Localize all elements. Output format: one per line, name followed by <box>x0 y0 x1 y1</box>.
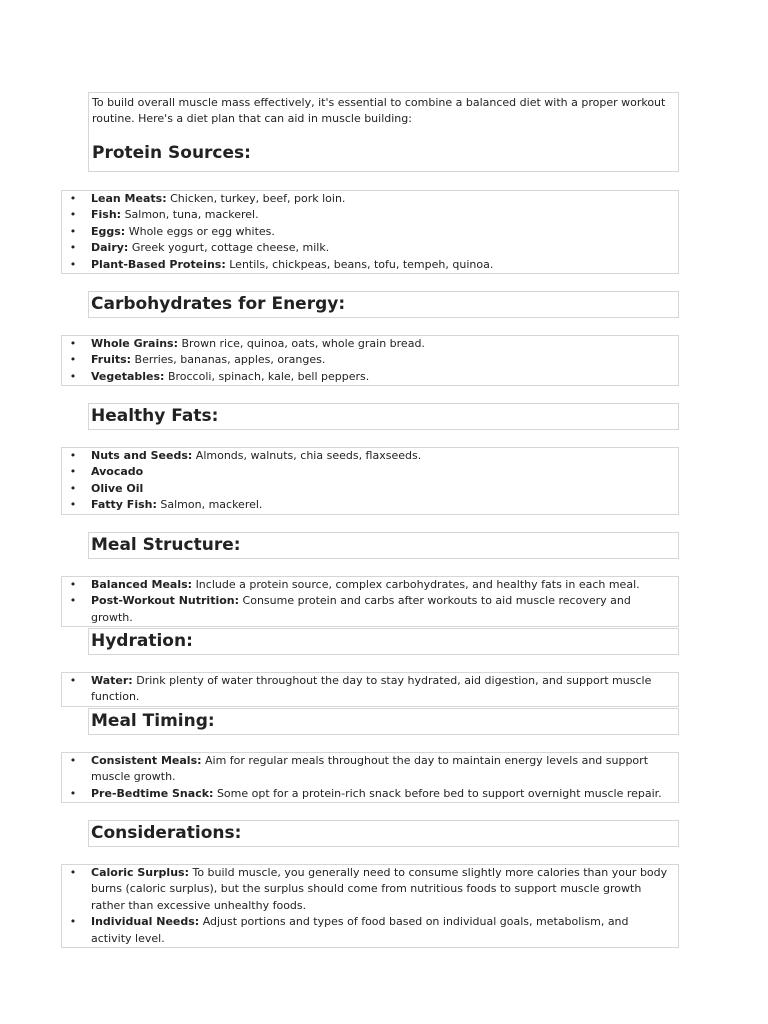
item-text: Brown rice, quinoa, oats, whole grain bread. <box>181 337 425 350</box>
bullet-icon: • <box>69 369 77 383</box>
item-label: Balanced Meals: <box>91 578 193 591</box>
meal-timing-heading: Meal Timing: <box>91 711 215 731</box>
item-label: Nuts and Seeds: <box>91 449 193 462</box>
list-item <box>62 753 678 786</box>
item-label: Whole Grains: <box>91 337 179 350</box>
item-label: Plant-Based Proteins: <box>91 257 226 271</box>
item-text: To build muscle, you generally need to consume slightly more calories than your body burns (caloric surplus), but the surplus should come from nutritious foods to support muscle growth rather than excessive unhealthy foods. <box>91 866 668 912</box>
list-item <box>62 914 678 947</box>
item-label: Pre-Bedtime Snack: <box>91 786 214 800</box>
item-text: Adjust portions and types of food based on individual goals, metabolism, and activity level. <box>91 915 629 945</box>
list-item <box>62 207 678 223</box>
item-text: Salmon, tuna, mackerel. <box>124 208 259 222</box>
intro-text: To build overall muscle mass effectively, it's essential to combine a balanced diet with a proper workout routine. Here's a diet plan that can aid in muscle building: <box>92 96 666 125</box>
hydration-list <box>62 673 678 706</box>
item-text: Lentils, chickpeas, beans, tofu, tempeh, quinoa. <box>229 257 494 271</box>
bullet-icon: • <box>69 481 77 495</box>
considerations-list-box <box>61 864 679 948</box>
item-label: Consistent Meals: <box>91 754 202 767</box>
list-item <box>62 481 678 497</box>
item-label: Fish: <box>91 208 122 222</box>
meal-timing-list <box>62 753 678 802</box>
item-label: Vegetables: <box>91 369 165 383</box>
item-label: Dairy: <box>91 241 129 255</box>
bullet-icon: • <box>69 465 77 479</box>
list-item <box>62 673 678 706</box>
meal-structure-heading-box <box>88 532 679 559</box>
item-text: Chicken, turkey, beef, pork loin. <box>170 192 346 205</box>
item-label: Avocado <box>91 465 144 479</box>
item-text: Consume protein and carbs after workouts to aid muscle recovery and growth. <box>91 594 631 624</box>
item-label: Olive Oil <box>91 481 144 495</box>
intro-section <box>88 92 679 172</box>
bullet-icon: • <box>69 594 77 608</box>
list-item <box>62 577 678 593</box>
list-item <box>62 191 678 207</box>
list-item <box>62 369 678 385</box>
bullet-icon: • <box>69 224 77 238</box>
meal-timing-list-box <box>61 752 679 803</box>
carbs-heading-box <box>88 291 679 318</box>
bullet-icon: • <box>69 208 77 222</box>
bullet-icon: • <box>69 674 77 687</box>
bullet-icon: • <box>69 498 77 512</box>
bullet-icon: • <box>69 241 77 255</box>
item-text: Greek yogurt, cottage cheese, milk. <box>131 241 330 255</box>
bullet-icon: • <box>69 578 77 591</box>
item-label: Post-Workout Nutrition: <box>91 594 240 608</box>
fats-list <box>62 448 678 514</box>
bullet-icon: • <box>69 337 77 350</box>
meal-structure-list-box <box>61 576 679 627</box>
list-item <box>62 257 678 273</box>
item-text: Broccoli, spinach, kale, bell peppers. <box>167 369 370 383</box>
item-label: Lean Meats: <box>91 192 167 205</box>
list-item <box>62 497 678 513</box>
list-item <box>62 448 678 464</box>
list-item <box>62 786 678 802</box>
carbs-list <box>62 336 678 385</box>
item-text: Include a protein source, complex carbohydrates, and healthy fats in each meal. <box>195 578 640 591</box>
hydration-heading-box <box>88 628 679 655</box>
list-item <box>62 224 678 240</box>
carbs-heading: Carbohydrates for Energy: <box>91 294 346 314</box>
item-text: Drink plenty of water throughout the day to stay hydrated, aid digestion, and support muscle function. <box>91 674 652 704</box>
item-label: Caloric Surplus: <box>91 866 189 879</box>
bullet-icon: • <box>69 449 77 462</box>
fats-list-box <box>61 447 679 515</box>
bullet-icon: • <box>69 257 77 271</box>
list-item <box>62 464 678 480</box>
protein-list-box <box>61 190 679 274</box>
bullet-icon: • <box>69 786 77 800</box>
meal-structure-list <box>62 577 678 626</box>
item-label: Individual Needs: <box>91 915 200 929</box>
item-label: Eggs: <box>91 224 126 238</box>
hydration-list-box <box>61 672 679 707</box>
list-item <box>62 865 678 914</box>
item-text: Aim for regular meals throughout the day to maintain energy levels and support muscle growth. <box>91 754 649 784</box>
list-item <box>62 336 678 352</box>
bullet-icon: • <box>69 192 77 205</box>
bullet-icon: • <box>69 866 77 879</box>
list-item <box>62 240 678 256</box>
item-label: Fruits: <box>91 353 132 367</box>
item-text: Some opt for a protein-rich snack before bed to support overnight muscle repair. <box>216 786 662 800</box>
list-item <box>62 352 678 368</box>
considerations-list <box>62 865 678 947</box>
bullet-icon: • <box>69 353 77 367</box>
fats-heading-box <box>88 403 679 430</box>
meal-timing-heading-box <box>88 708 679 735</box>
hydration-heading: Hydration: <box>91 631 193 651</box>
fats-heading: Healthy Fats: <box>91 406 219 426</box>
considerations-heading-box <box>88 820 679 847</box>
item-text: Berries, bananas, apples, oranges. <box>134 353 326 367</box>
meal-structure-heading: Meal Structure: <box>91 535 241 555</box>
bullet-icon: • <box>69 754 77 767</box>
item-text: Whole eggs or egg whites. <box>128 224 275 238</box>
carbs-list-box <box>61 335 679 386</box>
list-item <box>62 593 678 626</box>
item-text: Salmon, mackerel. <box>160 498 263 512</box>
item-label: Fatty Fish: <box>91 498 157 512</box>
protein-heading: Protein Sources: <box>92 143 251 163</box>
considerations-heading: Considerations: <box>91 823 242 843</box>
bullet-icon: • <box>69 915 77 929</box>
item-label: Water: <box>91 674 133 687</box>
item-text: Almonds, walnuts, chia seeds, flaxseeds. <box>195 449 422 462</box>
protein-list <box>62 191 678 273</box>
